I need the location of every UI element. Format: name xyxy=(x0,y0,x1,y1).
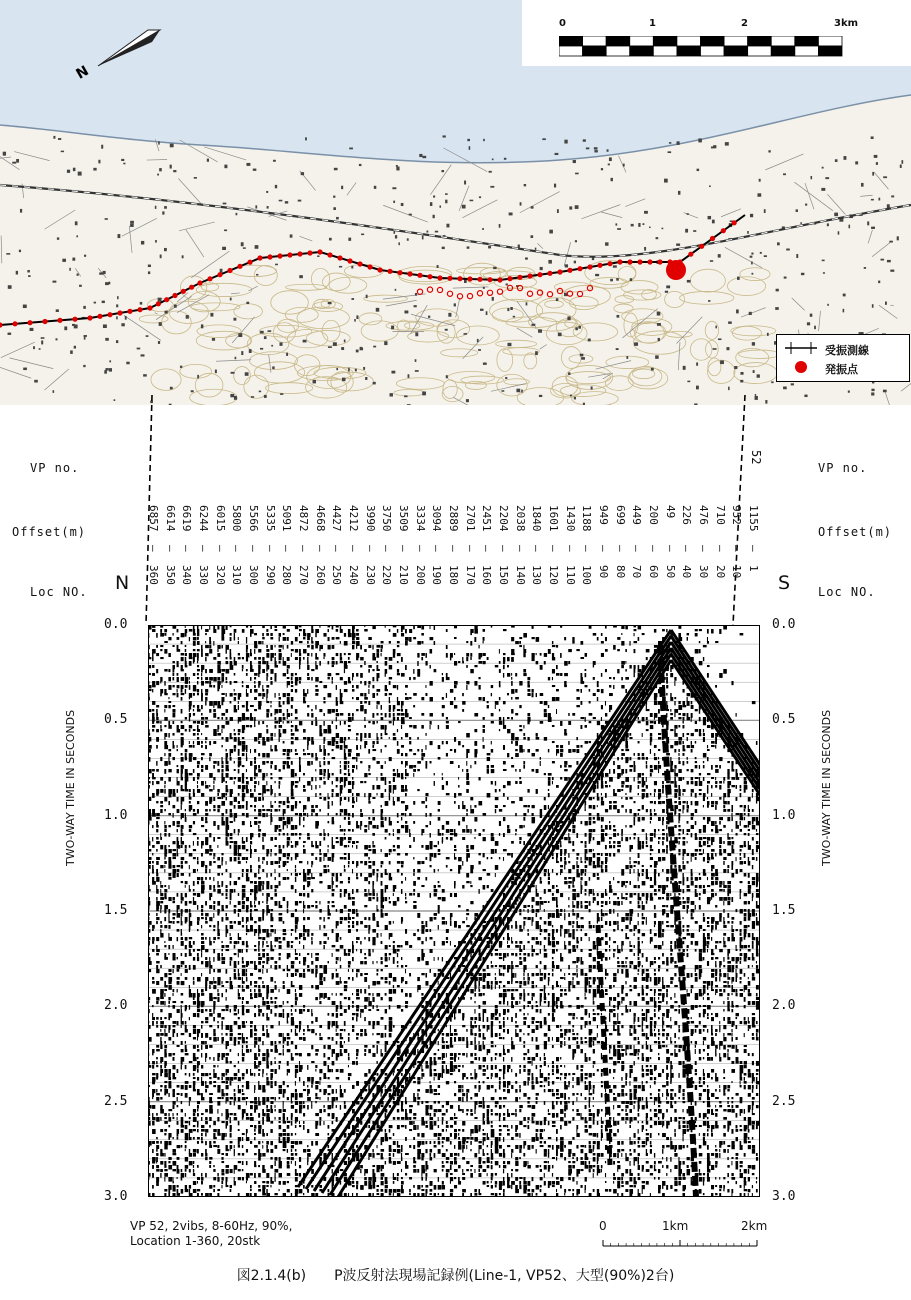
scale-cell xyxy=(606,46,630,56)
shot-point xyxy=(156,301,161,306)
loc-value: 140 xyxy=(513,565,527,585)
shot-point xyxy=(87,315,92,320)
shot-point xyxy=(517,275,522,280)
loc-value: 300 xyxy=(247,565,260,585)
offset-value: 2701 xyxy=(463,505,477,532)
time-tick-label: 1.5 xyxy=(104,903,128,918)
offset-value: 952 xyxy=(730,505,744,525)
shot-point xyxy=(437,275,442,280)
shot-point xyxy=(337,255,342,260)
loc-row-label: Loc NO. xyxy=(30,585,88,599)
acquisition-parameters xyxy=(130,1219,292,1249)
header-separator: — xyxy=(713,545,727,552)
scale-tick-label: 3km xyxy=(834,18,859,29)
scale-cell xyxy=(630,46,654,56)
header-separator: — xyxy=(413,545,427,552)
header-separator: — xyxy=(580,545,594,552)
header-separator: — xyxy=(447,545,460,552)
offset-value: 5091 xyxy=(280,505,294,532)
shot-point xyxy=(137,307,142,312)
loc-value: 340 xyxy=(180,565,194,585)
loc-value: 130 xyxy=(530,565,544,585)
shot-point xyxy=(97,314,102,319)
shot-point xyxy=(607,261,612,266)
shot-point xyxy=(617,259,622,264)
shot-point xyxy=(647,259,652,264)
time-tick-label: 2.0 xyxy=(104,998,128,1014)
loc-value: 80 xyxy=(613,565,627,579)
time-tick-label: 3.0 xyxy=(772,1189,796,1204)
header-separator: — xyxy=(347,545,360,552)
shot-point xyxy=(287,252,292,257)
shot-point xyxy=(627,259,632,264)
shot-point xyxy=(107,312,112,317)
offset-value: 4427 xyxy=(330,505,344,532)
header-separator: — xyxy=(597,545,610,552)
shot-point xyxy=(657,259,662,264)
header-separator: — xyxy=(613,545,627,552)
loc-value: 290 xyxy=(263,565,277,585)
loc-value: 240 xyxy=(347,565,360,585)
time-tick-label: 2.0 xyxy=(772,998,796,1014)
header-separator: — xyxy=(363,545,377,552)
legend-label: 発振点 xyxy=(825,363,858,376)
loc-value: 170 xyxy=(463,565,477,585)
time-tick-label: 1.5 xyxy=(772,903,796,918)
header-separator: — xyxy=(730,545,744,552)
scale-tick-label: 2 xyxy=(741,18,748,29)
offset-value: 476 xyxy=(697,505,710,525)
offset-value: 2451 xyxy=(480,505,494,532)
header-separator: — xyxy=(313,545,327,552)
header-separator: — xyxy=(563,545,577,552)
header-separator: — xyxy=(680,545,694,552)
time-tick-label: 1.0 xyxy=(772,807,796,823)
legend-label: 受振測線 xyxy=(825,344,869,357)
time-tick-label: 2.5 xyxy=(104,1093,128,1109)
shot-point xyxy=(207,276,212,281)
header-separator: — xyxy=(497,545,510,552)
scale-cell xyxy=(818,46,842,56)
offset-value: 699 xyxy=(613,505,627,525)
shot-point xyxy=(557,269,562,274)
shot-point xyxy=(317,249,322,254)
loc-value: 190 xyxy=(430,565,444,585)
shot-point xyxy=(537,272,542,277)
shot-point xyxy=(57,318,62,323)
north-label: N xyxy=(73,62,92,83)
shot-point xyxy=(277,253,282,258)
shot-point xyxy=(27,320,32,325)
shot-point xyxy=(197,280,202,285)
scale-cell xyxy=(606,36,630,46)
loc-value: 250 xyxy=(330,565,344,585)
loc-value: 210 xyxy=(397,565,410,585)
shot-point xyxy=(217,272,222,277)
header-separator: — xyxy=(430,545,444,552)
header-separator: — xyxy=(480,545,494,552)
km-scale-label: 2km xyxy=(741,1219,768,1233)
loc-value: 150 xyxy=(497,565,510,585)
loc-value: 160 xyxy=(480,565,494,585)
offset-value: 3094 xyxy=(430,505,444,532)
offset-value: 449 xyxy=(630,505,644,525)
offset-value: 2889 xyxy=(447,505,460,532)
offset-value: 49 xyxy=(663,505,677,519)
scale-cell xyxy=(795,46,819,56)
header-separator: — xyxy=(463,545,477,552)
survey-map xyxy=(0,0,911,405)
loc-value: 90 xyxy=(597,565,610,579)
scale-cell xyxy=(795,36,819,46)
loc-value: 230 xyxy=(363,565,377,585)
shot-point xyxy=(487,277,492,282)
offset-row-label-right: Offset(m) xyxy=(818,525,893,539)
loc-value: 270 xyxy=(297,565,310,585)
scale-cell xyxy=(771,36,795,46)
loc-value: 310 xyxy=(230,565,244,585)
scale-cell xyxy=(559,46,583,56)
offset-value: 710 xyxy=(713,505,727,525)
offset-value: 6244 xyxy=(197,505,210,532)
offset-row-label: Offset(m) xyxy=(12,525,87,539)
offset-value: 5800 xyxy=(230,505,244,532)
shot-point xyxy=(477,277,482,282)
offset-value: 3509 xyxy=(397,505,410,532)
loc-value: 1 xyxy=(747,565,760,572)
scale-cell xyxy=(724,46,748,56)
header-separator: — xyxy=(280,545,294,552)
scale-cell xyxy=(677,36,701,46)
time-axis-title-left: TWO-WAY TIME IN SECONDS xyxy=(64,709,77,866)
time-tick-label: 3.0 xyxy=(104,1189,128,1204)
loc-value: 70 xyxy=(630,565,644,579)
km-scale-label: 1km xyxy=(662,1219,689,1233)
offset-value: 6015 xyxy=(213,505,227,532)
shot-point xyxy=(297,251,302,256)
header-separator: — xyxy=(380,545,394,552)
shot-point xyxy=(237,264,242,269)
shot-point xyxy=(327,252,332,257)
scale-cell xyxy=(701,36,725,46)
scale-cell xyxy=(748,36,772,46)
header-separator: — xyxy=(230,545,244,552)
offset-value: 2038 xyxy=(513,505,527,532)
vp-number: 52 xyxy=(749,450,763,465)
scale-tick-label: 1 xyxy=(649,18,656,29)
shot-point xyxy=(257,255,262,260)
scale-cell xyxy=(630,36,654,46)
meta-line: Location 1-360, 20stk xyxy=(130,1234,261,1248)
shot-point xyxy=(227,268,232,273)
shot-point xyxy=(577,266,582,271)
loc-value: 330 xyxy=(197,565,210,585)
shot-point xyxy=(117,310,122,315)
header-separator: — xyxy=(547,545,560,552)
loc-value: 280 xyxy=(280,565,294,585)
shot-point xyxy=(164,297,169,302)
offset-value: 4668 xyxy=(313,505,327,532)
header-separator: — xyxy=(530,545,544,552)
offset-value: 1601 xyxy=(547,505,560,532)
loc-row-label-right: Loc NO. xyxy=(818,585,876,599)
scale-cell xyxy=(559,36,583,46)
offset-value: 6619 xyxy=(180,505,194,532)
shot-point xyxy=(12,321,17,326)
offset-value: 6857 xyxy=(147,505,160,532)
shot-point xyxy=(267,254,272,259)
seismic-record xyxy=(148,625,760,1197)
shot-point xyxy=(732,220,737,225)
header-separator: — xyxy=(197,545,210,552)
loc-value: 40 xyxy=(680,565,694,579)
loc-value: 120 xyxy=(547,565,560,585)
header-separator: — xyxy=(397,545,410,552)
map-scale-bar xyxy=(522,0,911,66)
scale-cell xyxy=(701,46,725,56)
offset-value: 1840 xyxy=(530,505,544,532)
shot-point xyxy=(377,267,382,272)
vp52-shot-marker xyxy=(666,260,686,280)
scale-cell xyxy=(724,36,748,46)
header-separator: — xyxy=(630,545,644,552)
shot-point xyxy=(127,309,132,314)
time-axis-title-right: TWO-WAY TIME IN SECONDS xyxy=(820,709,833,866)
figure-caption: 図2.1.4(b) P波反射法現場記録例(Line-1, VP52、大型(90%)2台) xyxy=(236,1268,675,1284)
time-tick-label: 2.5 xyxy=(772,1093,796,1109)
offset-value: 4872 xyxy=(297,505,310,532)
km-scale-bar xyxy=(602,1238,762,1252)
loc-value: 110 xyxy=(563,565,577,585)
offset-value: 949 xyxy=(597,505,610,525)
loc-value: 350 xyxy=(163,565,177,585)
scale-cell xyxy=(748,46,772,56)
loc-value: 200 xyxy=(413,565,427,585)
offset-value: 1188 xyxy=(580,505,594,532)
offset-value: 3990 xyxy=(363,505,377,532)
offset-value: 2204 xyxy=(497,505,510,532)
header-separator: — xyxy=(513,545,527,552)
scale-cell xyxy=(677,46,701,56)
shot-point xyxy=(467,276,472,281)
shot-point xyxy=(397,270,402,275)
header-separator: — xyxy=(213,545,227,552)
shot-point xyxy=(547,271,552,276)
loc-value: 10 xyxy=(730,565,744,579)
shot-point xyxy=(172,293,177,298)
loc-value: 100 xyxy=(580,565,594,585)
scale-cell xyxy=(653,36,677,46)
header-separator: — xyxy=(647,545,660,552)
shot-point xyxy=(710,236,715,241)
vp-row-label-right: VP no. xyxy=(818,461,868,475)
scale-cell xyxy=(771,46,795,56)
offset-value: 200 xyxy=(647,505,660,525)
time-tick-label: 1.0 xyxy=(104,807,128,823)
shot-point xyxy=(699,244,704,249)
legend-item-shot-point xyxy=(783,360,905,376)
loc-value: 50 xyxy=(663,565,677,579)
header-separator: — xyxy=(263,545,277,552)
shot-point xyxy=(247,260,252,265)
legend-item-receiver-line xyxy=(783,341,905,357)
scale-tick-label: 0 xyxy=(559,18,566,29)
trace-column-headers xyxy=(140,505,760,620)
shot-point xyxy=(567,268,572,273)
shot-point xyxy=(357,261,362,266)
vp-row-label: VP no. xyxy=(30,461,80,475)
loc-value: 180 xyxy=(447,565,460,585)
north-direction-label: N xyxy=(115,572,130,594)
shot-point xyxy=(307,250,312,255)
shot-point xyxy=(597,263,602,268)
offset-value: 1155 xyxy=(747,505,760,532)
offset-value: 5335 xyxy=(263,505,277,532)
header-separator: — xyxy=(663,545,677,552)
south-direction-label: S xyxy=(778,572,791,594)
offset-value: 226 xyxy=(680,505,694,525)
shot-point xyxy=(147,305,152,310)
shot-point xyxy=(637,259,642,264)
header-separator: — xyxy=(330,545,344,552)
shot-point xyxy=(457,276,462,281)
shot-point xyxy=(181,289,186,294)
offset-value: 3750 xyxy=(380,505,394,532)
shot-point-icon xyxy=(783,360,819,374)
shot-point xyxy=(527,273,532,278)
header-separator: — xyxy=(180,545,194,552)
meta-line: VP 52, 2vibs, 8-60Hz, 90%, xyxy=(130,1219,293,1233)
scale-cell xyxy=(583,46,607,56)
scale-cell xyxy=(818,36,842,46)
loc-value: 260 xyxy=(313,565,327,585)
shot-point xyxy=(387,269,392,274)
offset-value: 4212 xyxy=(347,505,360,532)
time-tick-label: 0.0 xyxy=(772,617,796,632)
header-separator: — xyxy=(247,545,260,552)
shot-point xyxy=(347,258,352,263)
header-separator: — xyxy=(163,545,177,552)
shot-point xyxy=(189,285,194,290)
offset-value: 6614 xyxy=(163,505,177,532)
km-scale-label: 0 xyxy=(599,1219,607,1233)
scale-cell xyxy=(583,36,607,46)
shot-point xyxy=(497,277,502,282)
shot-point xyxy=(72,317,77,322)
shot-point xyxy=(407,271,412,276)
shot-point xyxy=(427,274,432,279)
shot-point xyxy=(447,276,452,281)
loc-value: 60 xyxy=(647,565,660,579)
time-tick-label: 0.5 xyxy=(772,712,796,728)
loc-value: 30 xyxy=(697,565,710,579)
shot-point xyxy=(587,264,592,269)
shot-point xyxy=(367,264,372,269)
shot-point xyxy=(417,273,422,278)
map-legend xyxy=(776,334,910,382)
shot-point xyxy=(507,276,512,281)
offset-value: 3334 xyxy=(413,505,427,532)
header-separator: — xyxy=(747,545,760,552)
shot-point xyxy=(42,319,47,324)
time-tick-label: 0.0 xyxy=(104,617,128,632)
header-separator: — xyxy=(147,545,160,552)
scale-checker xyxy=(559,36,859,58)
receiver-line-icon xyxy=(783,341,819,355)
offset-value: 5566 xyxy=(247,505,260,532)
shot-point xyxy=(721,228,726,233)
loc-value: 320 xyxy=(213,565,227,585)
loc-value: 20 xyxy=(713,565,727,579)
loc-value: 360 xyxy=(147,565,160,585)
header-separator: — xyxy=(297,545,310,552)
time-tick-label: 0.5 xyxy=(104,712,128,728)
shot-point xyxy=(688,252,693,257)
loc-value: 220 xyxy=(380,565,394,585)
offset-value: 1430 xyxy=(563,505,577,532)
header-separator: — xyxy=(697,545,710,552)
scale-cell xyxy=(653,46,677,56)
